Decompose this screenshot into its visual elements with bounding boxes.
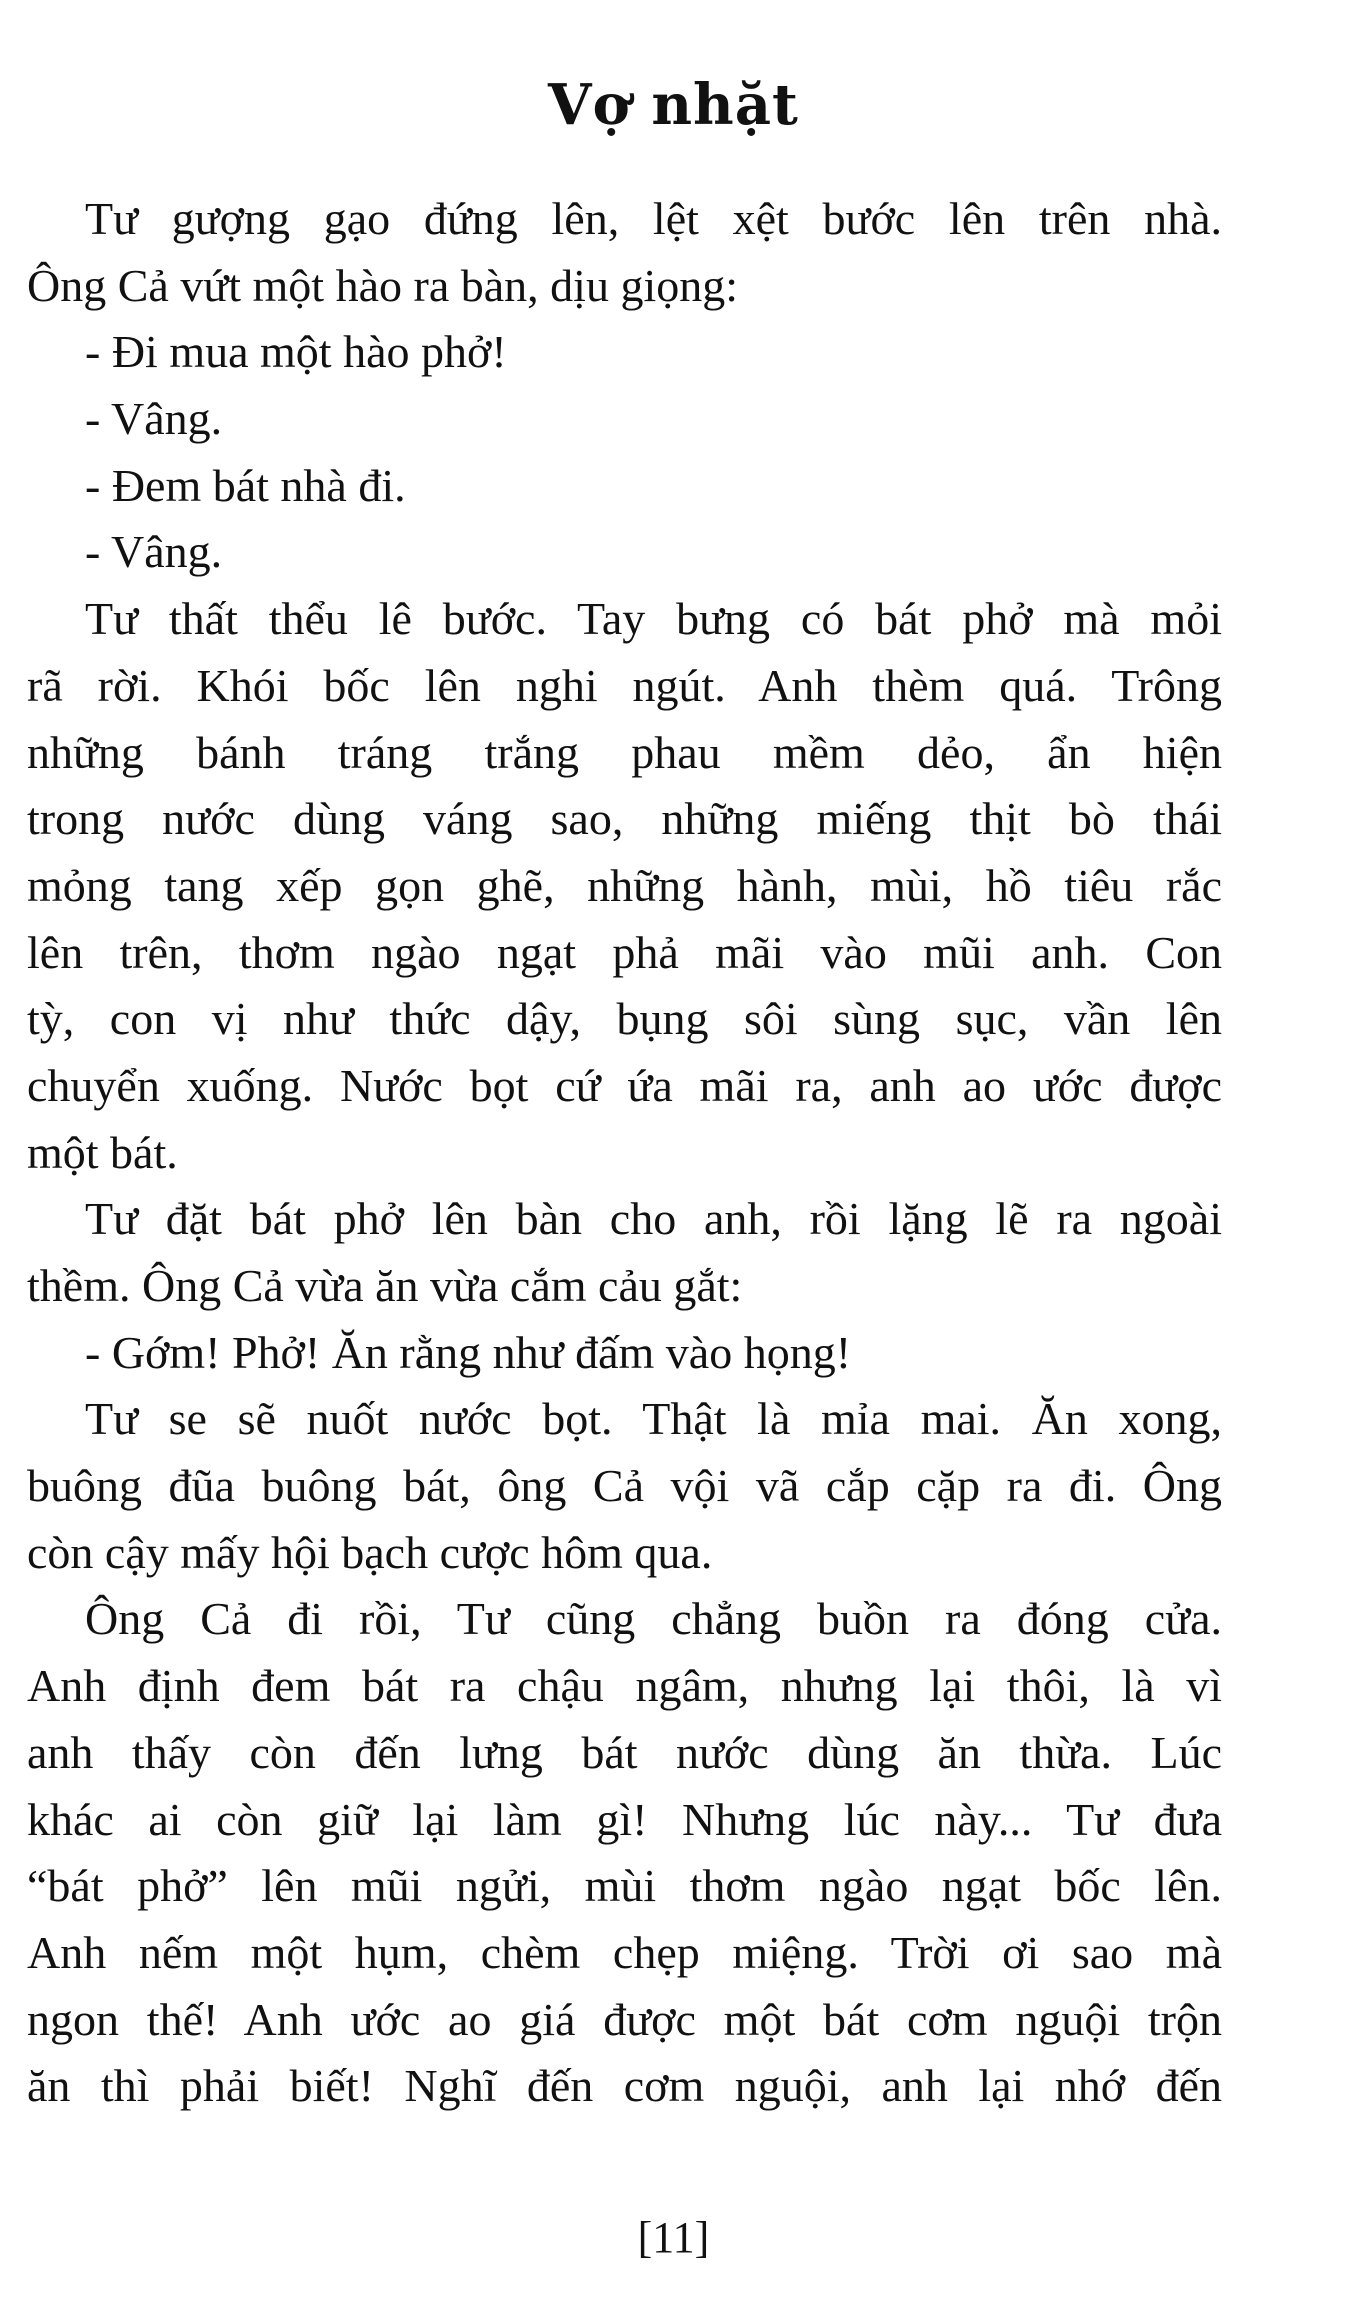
text-line: tỳ, con vị như thức dậy, bụng sôi sùng sục, vần lên [27,993,1222,1045]
text-line: ngon thế! Anh ước ao giá được một bát cơm nguội trộn [27,1993,1222,2045]
text-line: anh thấy còn đến lưng bát nước dùng ăn thừa. Lúc [27,1726,1222,1778]
text-line: rã rời. Khói bốc lên nghi ngút. Anh thèm quá. Trông [27,659,1222,711]
paragraph [27,453,1222,520]
body-text [27,186,1222,2120]
paragraph [27,386,1222,453]
text-line: ăn thì phải biết! Nghĩ đến cơm nguội, anh lại nhớ đến [27,2060,1222,2112]
text-line: Tư gượng gạo đứng lên, lệt xệt bước lên trên nhà. [85,193,1222,244]
text-line: những bánh tráng trắng phau mềm dẻo, ẩn hiện [27,726,1222,778]
paragraph [27,1386,1222,1586]
paragraph [27,519,1222,586]
text-line: Ông Cả vứt một hào ra bàn, dịu giọng: [27,259,739,311]
text-line: - Gớm! Phở! Ăn rằng như đấm vào họng! [85,1326,852,1378]
text-line: - Vâng. [85,393,223,445]
text-line: trong nước dùng váng sao, những miếng thịt bò thái [27,793,1222,845]
paragraph [27,186,1222,319]
text-line: khác ai còn giữ lại làm gì! Nhưng lúc này... Tư đưa [27,1793,1222,1845]
text-line: buông đũa buông bát, ông Cả vội vã cắp cặp ra đi. Ông [27,1460,1222,1512]
text-line: - Đi mua một hào phở! [85,326,507,378]
text-line: lên trên, thơm ngào ngạt phả mãi vào mũi anh. Con [27,926,1222,978]
paragraph [27,1586,1222,2120]
paragraph [27,1320,1222,1387]
text-line: Tư đặt bát phở lên bàn cho anh, rồi lặng lẽ ra ngoài [85,1193,1222,1245]
text-line: Tư se sẽ nuốt nước bọt. Thật là mỉa mai. Ăn xong, [85,1393,1222,1445]
text-line: mỏng tang xếp gọn ghẽ, những hành, mùi, hồ tiêu rắc [27,859,1222,911]
paragraph [27,319,1222,386]
text-line: còn cậy mấy hội bạch cược hôm qua. [27,1526,713,1578]
text-line: Anh định đem bát ra chậu ngâm, nhưng lại thôi, là vì [27,1660,1222,1712]
page-number: [11] [637,2213,710,2262]
text-line: Tư thất thểu lê bước. Tay bưng có bát phở mà mỏi [85,593,1222,645]
text-line: Anh nếm một hụm, chèm chẹp miệng. Trời ơi sao mà [27,1926,1222,1978]
text-line: Ông Cả đi rồi, Tư cũng chẳng buồn ra đóng cửa. [85,1593,1222,1645]
paragraph [27,586,1222,1186]
text-line: chuyển xuống. Nước bọt cứ ứa mãi ra, anh ao ước được [27,1059,1222,1111]
chapter-title: Vợ nhặt [548,72,799,138]
text-line: thềm. Ông Cả vừa ăn vừa cắm cảu gắt: [27,1260,743,1311]
paragraph [27,1186,1222,1319]
text-line: một bát. [27,1126,178,1178]
text-line: “bát phở” lên mũi ngửi, mùi thơm ngào ngạt bốc lên. [27,1860,1222,1912]
text-line: - Đem bát nhà đi. [85,459,406,511]
text-line: - Vâng. [85,526,223,578]
